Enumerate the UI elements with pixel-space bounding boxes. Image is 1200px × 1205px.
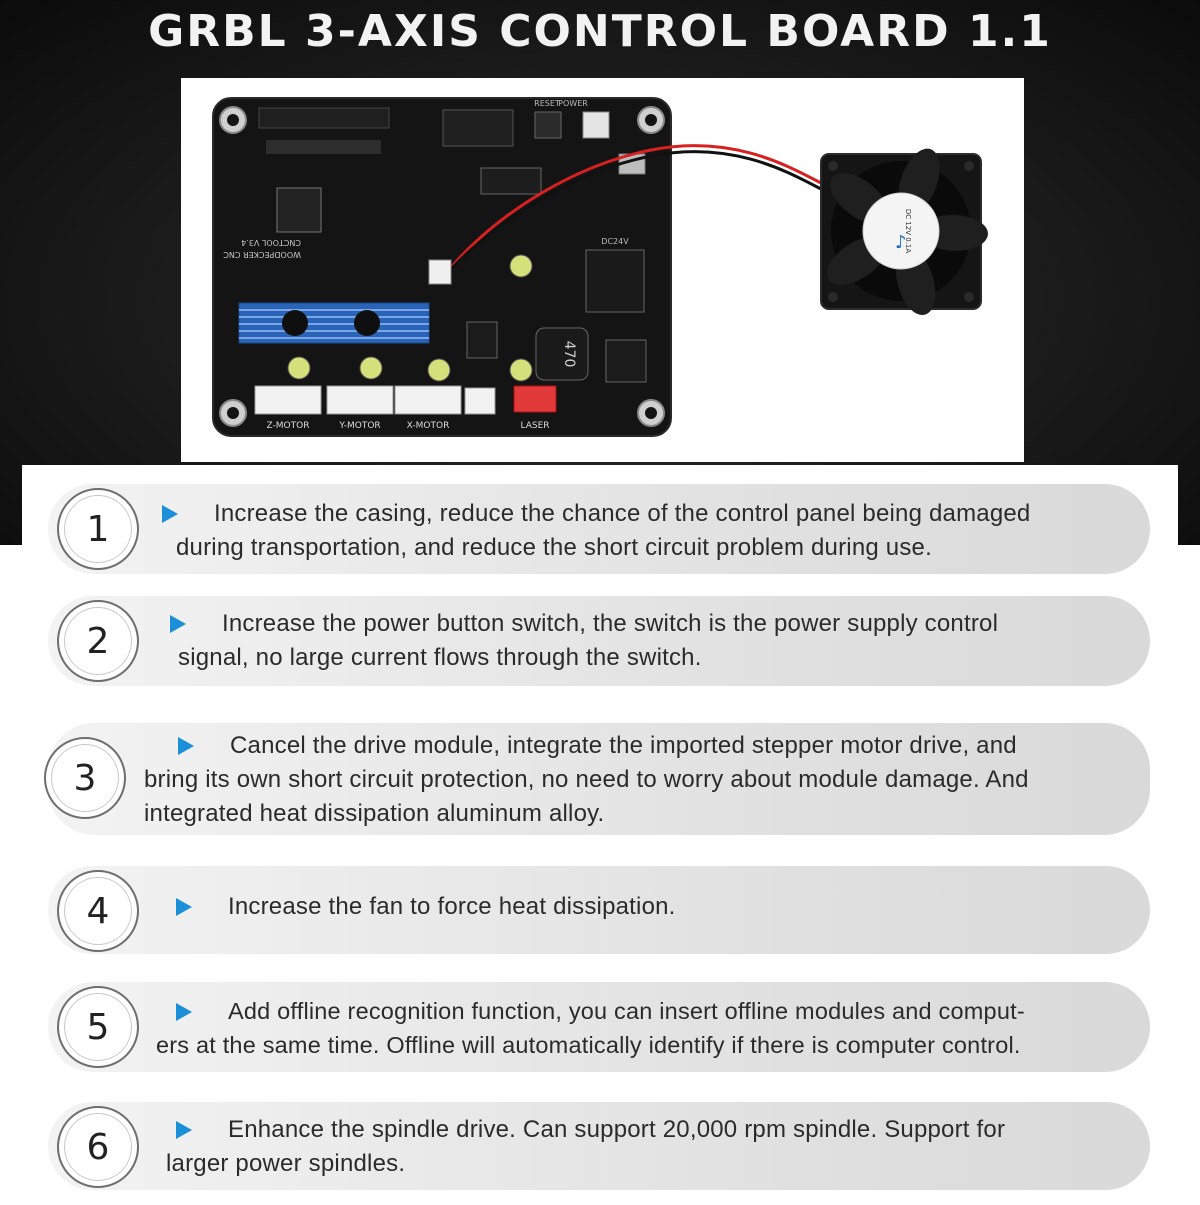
voltage-regulator: [467, 322, 497, 358]
feature-text: [156, 994, 1025, 1062]
reset-label: RESET: [534, 99, 560, 108]
feature-text: [166, 1113, 1005, 1181]
feature-row-4: [48, 866, 1150, 954]
version-label: CNCTOOL V3.4: [241, 238, 301, 247]
reset-switch: [535, 112, 561, 138]
feature-number-badge: 4: [57, 870, 139, 952]
inductor-label: 470: [561, 340, 577, 368]
feature-line-2: bring its own short circuit protection, no need to worry about module damage. And: [144, 766, 1029, 793]
power-switch: [583, 112, 609, 138]
feature-number-badge: 2: [57, 600, 139, 682]
features-panel: [22, 465, 1178, 1205]
play-arrow-icon: [176, 1121, 192, 1139]
z-motor-label: Z-MOTOR: [266, 421, 310, 431]
microcontroller-chip: [277, 188, 321, 232]
mosfet: [606, 340, 646, 382]
feature-text: [178, 607, 998, 675]
play-arrow-icon: [176, 898, 192, 916]
control-board-illustration: [181, 78, 1024, 462]
feature-line-2: ers at the same time. Offline will automatically identify if there is computer control.: [156, 1032, 1021, 1058]
feature-row-1: [48, 484, 1150, 574]
fan-logo: ♪: [895, 232, 907, 253]
feature-text: [176, 890, 676, 924]
feature-number-badge: 1: [57, 488, 139, 570]
feature-line-1: Increase the fan to force heat dissipation.: [228, 893, 676, 920]
feature-line-3: integrated heat dissipation aluminum alloy.: [144, 800, 605, 827]
feature-number-badge: 5: [57, 986, 139, 1068]
feature-line-1: Increase the casing, reduce the chance of the control panel being damaged: [214, 500, 1031, 527]
play-arrow-icon: [162, 505, 178, 523]
product-photo: [181, 78, 1024, 462]
motor-connectors: [255, 386, 495, 414]
driver-chip: [481, 168, 541, 194]
feature-line-2: larger power spindles.: [166, 1150, 406, 1177]
x-motor-label: X-MOTOR: [406, 421, 450, 431]
feature-row-3: [48, 723, 1150, 835]
feature-row-5: [48, 982, 1150, 1072]
cooling-fan: [819, 143, 989, 320]
laser-connector: [514, 386, 556, 412]
dc24v-label: DC24V: [601, 237, 629, 246]
brand-label: WOODPECKER CNC: [223, 250, 301, 259]
y-motor-label: Y-MOTOR: [339, 421, 381, 431]
feature-number-badge: 6: [57, 1106, 139, 1188]
page-title: GRBL 3-AXIS CONTROL BOARD 1.1: [148, 6, 1052, 57]
feature-line-1: Add offline recognition function, you can insert offline modules and comput-: [228, 998, 1025, 1024]
hero-banner: [0, 0, 1200, 545]
feature-row-6: [48, 1102, 1150, 1190]
play-arrow-icon: [178, 737, 194, 755]
feature-text: [144, 729, 1029, 831]
laser-label: LASER: [520, 421, 550, 431]
feature-row-2: [48, 596, 1150, 686]
feature-line-1: Enhance the spindle drive. Can support 20,000 rpm spindle. Support for: [228, 1116, 1006, 1143]
feature-text: [176, 497, 1030, 565]
feature-line-1: Cancel the drive module, integrate the imported stepper motor drive, and: [230, 732, 1017, 759]
feature-line-1: Increase the power button switch, the switch is the power supply control: [222, 610, 999, 637]
dc-jack: [586, 250, 644, 312]
play-arrow-icon: [170, 615, 186, 633]
fan-label: DC 12V 0.1A: [904, 208, 912, 254]
power-label: POWER: [558, 99, 588, 108]
feature-line-2: during transportation, and reduce the short circuit problem during use.: [176, 534, 932, 561]
play-arrow-icon: [176, 1003, 192, 1021]
fan-connector: [429, 260, 451, 284]
feature-line-2: signal, no large current flows through the switch.: [178, 644, 702, 671]
heat-sink: [239, 303, 429, 343]
feature-number-badge: 3: [44, 737, 126, 819]
